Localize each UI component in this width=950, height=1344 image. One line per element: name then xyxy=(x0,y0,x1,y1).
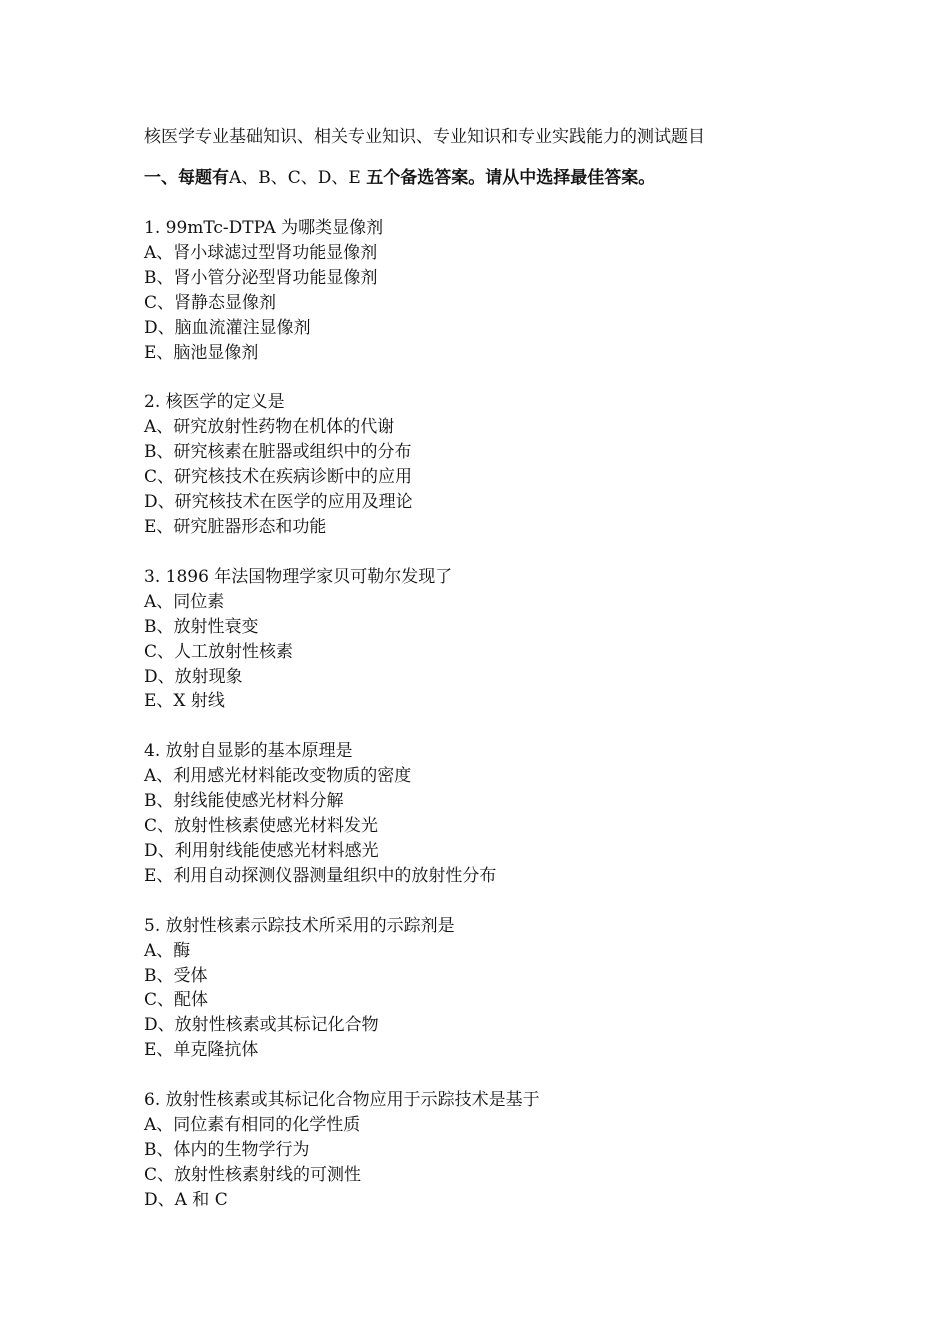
question-item xyxy=(144,216,844,365)
question-item xyxy=(144,1088,844,1213)
answer-option: C、肾静态显像剂 xyxy=(144,292,277,313)
answer-option: B、肾小管分泌型肾功能显像剂 xyxy=(144,267,378,288)
answer-option: D、研究核技术在医学的应用及理论 xyxy=(144,492,413,513)
document-page xyxy=(144,125,844,1238)
question-stem: 4. 放射自显影的基本原理是 xyxy=(144,741,353,762)
answer-option: D、脑血流灌注显像剂 xyxy=(144,317,311,338)
answer-option: C、配体 xyxy=(144,990,209,1011)
question-stem: 5. 放射性核素示踪技术所采用的示踪剂是 xyxy=(144,915,455,936)
question-item xyxy=(144,739,844,888)
answer-option: B、研究核素在脏器或组织中的分布 xyxy=(144,442,412,463)
answer-option: E、研究脏器形态和功能 xyxy=(144,516,327,537)
section-instructions xyxy=(144,166,844,191)
question-item xyxy=(144,390,844,539)
instructions-part3: 五个备选答案。请从中选择最佳答案。 xyxy=(366,168,656,188)
answer-option: D、放射现象 xyxy=(144,666,243,687)
answer-option: A、肾小球滤过型肾功能显像剂 xyxy=(144,242,378,263)
answer-option: E、脑池显像剂 xyxy=(144,342,259,363)
document-title: 核医学专业基础知识、相关专业知识、专业知识和专业实践能力的测试题目 xyxy=(144,127,705,147)
instructions-options-letters: A、B、C、D、E xyxy=(229,168,361,188)
question-stem: 3. 1896 年法国物理学家贝可勒尔发现了 xyxy=(144,566,453,587)
answer-option: B、射线能使感光材料分解 xyxy=(144,791,344,812)
answer-option: D、利用射线能使感光材料感光 xyxy=(144,840,379,861)
question-stem: 1. 99mTc-DTPA 为哪类显像剂 xyxy=(144,218,384,238)
answer-option: D、A 和 C xyxy=(144,1189,228,1210)
answer-option: A、研究放射性药物在机体的代谢 xyxy=(144,417,395,438)
answer-option: E、X 射线 xyxy=(144,691,225,712)
instructions-part1: 一、每题有 xyxy=(144,168,229,188)
answer-option: B、体内的生物学行为 xyxy=(144,1140,310,1160)
answer-option: A、同位素 xyxy=(144,591,225,612)
answer-option: A、酶 xyxy=(144,940,191,961)
question-item xyxy=(144,565,844,714)
answer-option: B、放射性衰变 xyxy=(144,616,259,637)
answer-option: E、单克隆抗体 xyxy=(144,1040,259,1061)
answer-option: C、人工放射性核素 xyxy=(144,641,294,662)
answer-option: C、研究核技术在疾病诊断中的应用 xyxy=(144,467,413,488)
answer-option: B、受体 xyxy=(144,965,208,986)
answer-option: A、利用感光材料能改变物质的密度 xyxy=(144,766,412,787)
question-list xyxy=(144,216,844,1213)
question-stem: 2. 核医学的定义是 xyxy=(144,392,285,413)
answer-option: C、放射性核素使感光材料发光 xyxy=(144,816,379,837)
answer-option: E、利用自动探测仪器测量组织中的放射性分布 xyxy=(144,865,497,886)
answer-option: A、同位素有相同的化学性质 xyxy=(144,1115,361,1136)
question-stem: 6. 放射性核素或其标记化合物应用于示踪技术是基于 xyxy=(144,1090,540,1111)
answer-option: C、放射性核素射线的可测性 xyxy=(144,1164,362,1185)
answer-option: D、放射性核素或其标记化合物 xyxy=(144,1015,379,1036)
question-item xyxy=(144,914,844,1063)
